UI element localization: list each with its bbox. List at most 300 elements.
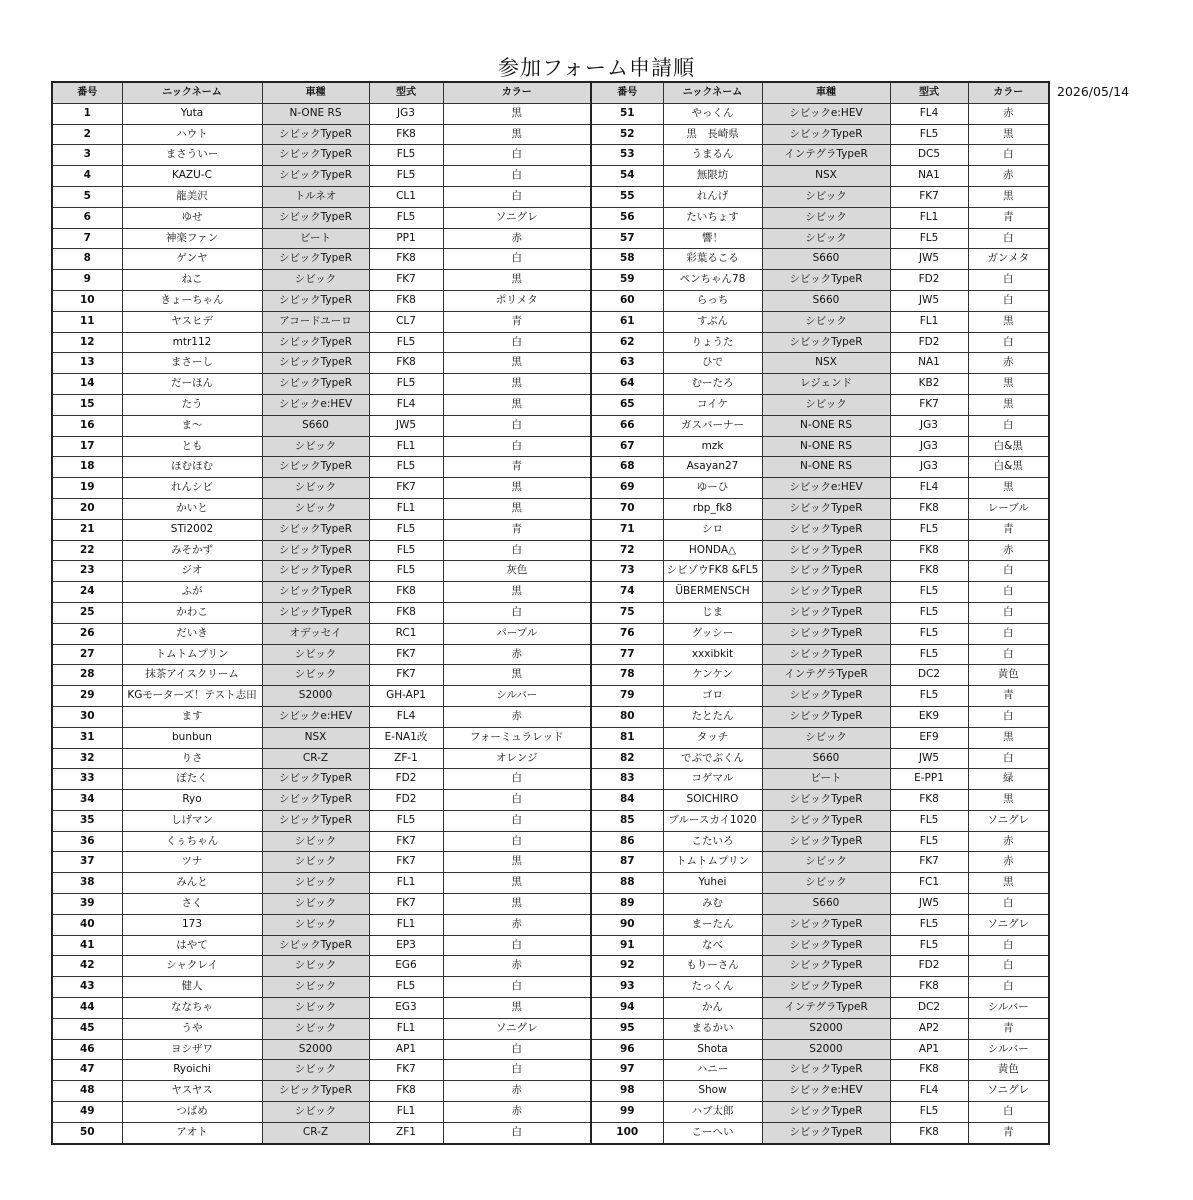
entry-number: 38 bbox=[52, 873, 122, 894]
entry-car-model: シビックTypeR bbox=[262, 561, 369, 582]
entry-color: 白 bbox=[443, 1122, 591, 1143]
entry-color: 黒 bbox=[443, 394, 591, 415]
entry-car-model: シビックTypeR bbox=[762, 602, 890, 623]
entry-car-model: シビック bbox=[262, 270, 369, 291]
entry-model-code: EK9 bbox=[890, 706, 968, 727]
entry-color: 赤 bbox=[968, 852, 1049, 873]
entry-car-model: シビックTypeR bbox=[762, 498, 890, 519]
table-row bbox=[52, 1122, 1049, 1143]
entry-color: 白 bbox=[968, 1102, 1049, 1123]
entry-model-code: EG3 bbox=[369, 998, 443, 1019]
entry-number: 15 bbox=[52, 394, 122, 415]
entry-nickname: Yuta bbox=[122, 103, 262, 124]
entry-car-model: シビック bbox=[262, 665, 369, 686]
table-row bbox=[52, 623, 1049, 644]
entry-nickname: らっち bbox=[663, 290, 762, 311]
entry-car-model: シビック bbox=[262, 1018, 369, 1039]
table-row bbox=[52, 1018, 1049, 1039]
entry-nickname: すぶん bbox=[663, 311, 762, 332]
entry-nickname: 彩葉るこる bbox=[663, 249, 762, 270]
entry-nickname: アオト bbox=[122, 1122, 262, 1143]
entry-color: ソニグレ bbox=[968, 1081, 1049, 1102]
entry-model-code: FL1 bbox=[369, 914, 443, 935]
entry-number: 83 bbox=[591, 769, 663, 790]
entry-number: 88 bbox=[591, 873, 663, 894]
entry-number: 55 bbox=[591, 186, 663, 207]
entry-model-code: FK8 bbox=[369, 353, 443, 374]
entry-car-model: レジェンド bbox=[762, 374, 890, 395]
entry-number: 32 bbox=[52, 748, 122, 769]
entry-color: 白&黒 bbox=[968, 457, 1049, 478]
entry-color: 黒 bbox=[443, 498, 591, 519]
entry-nickname: ます bbox=[122, 706, 262, 727]
entry-color: 白 bbox=[443, 831, 591, 852]
entry-model-code: FL5 bbox=[369, 332, 443, 353]
entry-color: 青 bbox=[443, 457, 591, 478]
entry-nickname: はやて bbox=[122, 935, 262, 956]
table-row bbox=[52, 602, 1049, 623]
entry-car-model: シビックTypeR bbox=[762, 332, 890, 353]
entry-nickname: シビゾウFK8 &FL5 bbox=[663, 561, 762, 582]
entry-car-model: シビックTypeR bbox=[762, 706, 890, 727]
entry-color: 白 bbox=[443, 935, 591, 956]
entry-number: 75 bbox=[591, 602, 663, 623]
entry-car-model: シビック bbox=[262, 977, 369, 998]
entry-color: 白 bbox=[443, 332, 591, 353]
entry-number: 84 bbox=[591, 790, 663, 811]
table-row bbox=[52, 1039, 1049, 1060]
entry-nickname: たとたん bbox=[663, 706, 762, 727]
entry-car-model: S660 bbox=[762, 748, 890, 769]
entry-number: 29 bbox=[52, 686, 122, 707]
entry-car-model: シビックTypeR bbox=[262, 207, 369, 228]
entry-color: 白 bbox=[968, 332, 1049, 353]
entry-car-model: シビック bbox=[762, 186, 890, 207]
entry-color: 白 bbox=[443, 540, 591, 561]
entry-nickname: とも bbox=[122, 436, 262, 457]
entry-model-code: FL1 bbox=[369, 1102, 443, 1123]
entry-number: 4 bbox=[52, 166, 122, 187]
entry-nickname: ハブ太郎 bbox=[663, 1102, 762, 1123]
entry-car-model: N-ONE RS bbox=[762, 436, 890, 457]
entry-model-code: FL5 bbox=[890, 582, 968, 603]
entry-color: 白 bbox=[968, 145, 1049, 166]
entry-car-model: シビックTypeR bbox=[762, 124, 890, 145]
entry-number: 21 bbox=[52, 519, 122, 540]
entry-nickname: ブルースカイ1020 bbox=[663, 810, 762, 831]
entry-nickname: ヤスヒデ bbox=[122, 311, 262, 332]
entry-color: 黒 bbox=[443, 124, 591, 145]
entry-number: 36 bbox=[52, 831, 122, 852]
table-row bbox=[52, 207, 1049, 228]
entry-model-code: JW5 bbox=[890, 249, 968, 270]
entry-number: 41 bbox=[52, 935, 122, 956]
entry-number: 79 bbox=[591, 686, 663, 707]
entry-nickname: トムトムプリン bbox=[122, 644, 262, 665]
entry-car-model: シビック bbox=[262, 1102, 369, 1123]
entry-model-code: FK7 bbox=[890, 852, 968, 873]
entry-nickname: たいちょす bbox=[663, 207, 762, 228]
entry-car-model: シビック bbox=[262, 831, 369, 852]
entry-number: 89 bbox=[591, 894, 663, 915]
entry-color: 黒 bbox=[443, 665, 591, 686]
table-row bbox=[52, 270, 1049, 291]
entry-color: 赤 bbox=[443, 1081, 591, 1102]
entry-nickname: なべ bbox=[663, 935, 762, 956]
table-row bbox=[52, 748, 1049, 769]
entry-color: 白 bbox=[968, 748, 1049, 769]
header-car-model: 車種 bbox=[762, 82, 890, 103]
entry-model-code: FK7 bbox=[369, 478, 443, 499]
table-row bbox=[52, 519, 1049, 540]
entry-nickname: きょーちゃん bbox=[122, 290, 262, 311]
entry-model-code: FD2 bbox=[890, 332, 968, 353]
entry-number: 69 bbox=[591, 478, 663, 499]
entry-model-code: FL1 bbox=[890, 207, 968, 228]
entry-number: 10 bbox=[52, 290, 122, 311]
entry-nickname: 抹茶アイスクリーム bbox=[122, 665, 262, 686]
entry-nickname: ふが bbox=[122, 582, 262, 603]
table-row bbox=[52, 790, 1049, 811]
entry-nickname: つばめ bbox=[122, 1102, 262, 1123]
table-row bbox=[52, 977, 1049, 998]
entry-nickname: コイケ bbox=[663, 394, 762, 415]
table-row bbox=[52, 686, 1049, 707]
entry-car-model: NSX bbox=[762, 166, 890, 187]
entry-color: 緑 bbox=[968, 769, 1049, 790]
entry-model-code: FD2 bbox=[369, 790, 443, 811]
entry-model-code: FL4 bbox=[890, 478, 968, 499]
entry-nickname: トムトムプリン bbox=[663, 852, 762, 873]
entry-car-model: シビックTypeR bbox=[762, 1122, 890, 1143]
entry-number: 9 bbox=[52, 270, 122, 291]
entry-model-code: FL4 bbox=[369, 706, 443, 727]
entry-color: 白 bbox=[968, 582, 1049, 603]
entry-number: 25 bbox=[52, 602, 122, 623]
entry-nickname: だいき bbox=[122, 623, 262, 644]
entry-model-code: FL5 bbox=[890, 831, 968, 852]
entry-model-code: FK8 bbox=[890, 1122, 968, 1143]
entry-car-model: シビック bbox=[762, 394, 890, 415]
entry-nickname: こーへい bbox=[663, 1122, 762, 1143]
entry-car-model: シビック bbox=[262, 436, 369, 457]
table-row bbox=[52, 540, 1049, 561]
entry-number: 63 bbox=[591, 353, 663, 374]
entry-model-code: ZF1 bbox=[369, 1122, 443, 1143]
header-nickname: ニックネーム bbox=[663, 82, 762, 103]
entry-car-model: シビックTypeR bbox=[762, 1060, 890, 1081]
entry-car-model: アコードユーロ bbox=[262, 311, 369, 332]
entry-number: 1 bbox=[52, 103, 122, 124]
entry-model-code: RC1 bbox=[369, 623, 443, 644]
entry-nickname: ガスバーナー bbox=[663, 415, 762, 436]
entry-model-code: FL5 bbox=[369, 374, 443, 395]
entry-model-code: EF9 bbox=[890, 727, 968, 748]
entry-car-model: シビックTypeR bbox=[262, 935, 369, 956]
entry-car-model: シビックTypeR bbox=[262, 582, 369, 603]
entry-color: 白 bbox=[443, 790, 591, 811]
entry-color: 黒 bbox=[968, 124, 1049, 145]
entry-nickname: ヨシザワ bbox=[122, 1039, 262, 1060]
header-number: 番号 bbox=[591, 82, 663, 103]
entry-color: 白&黒 bbox=[968, 436, 1049, 457]
entry-number: 49 bbox=[52, 1102, 122, 1123]
entry-car-model: N-ONE RS bbox=[762, 415, 890, 436]
entry-car-model: シビックTypeR bbox=[762, 519, 890, 540]
table-row bbox=[52, 873, 1049, 894]
entry-number: 90 bbox=[591, 914, 663, 935]
entry-model-code: FK8 bbox=[369, 124, 443, 145]
entry-color: 白 bbox=[968, 644, 1049, 665]
entry-model-code: FL5 bbox=[369, 207, 443, 228]
entry-model-code: FK8 bbox=[369, 249, 443, 270]
entry-number: 17 bbox=[52, 436, 122, 457]
entry-model-code: FL5 bbox=[890, 602, 968, 623]
entry-car-model: シビックTypeR bbox=[262, 457, 369, 478]
entry-car-model: シビック bbox=[262, 956, 369, 977]
entry-number: 45 bbox=[52, 1018, 122, 1039]
entry-car-model: シビック bbox=[262, 478, 369, 499]
entry-model-code: JG3 bbox=[890, 415, 968, 436]
entry-color: 黒 bbox=[968, 311, 1049, 332]
entry-nickname: KAZU-C bbox=[122, 166, 262, 187]
entry-nickname: グッシー bbox=[663, 623, 762, 644]
entry-car-model: シビック bbox=[262, 644, 369, 665]
entry-model-code: FK7 bbox=[369, 852, 443, 873]
entry-nickname: りょうた bbox=[663, 332, 762, 353]
entry-color: 白 bbox=[443, 1039, 591, 1060]
entry-number: 33 bbox=[52, 769, 122, 790]
entry-model-code: FK7 bbox=[369, 644, 443, 665]
entry-car-model: NSX bbox=[762, 353, 890, 374]
entry-nickname: かわこ bbox=[122, 602, 262, 623]
entry-car-model: S2000 bbox=[262, 686, 369, 707]
entry-nickname: ペンちゃん78 bbox=[663, 270, 762, 291]
entry-car-model: シビックTypeR bbox=[762, 935, 890, 956]
entry-model-code: FC1 bbox=[890, 873, 968, 894]
entry-nickname: ま〜 bbox=[122, 415, 262, 436]
entry-nickname: rbp_fk8 bbox=[663, 498, 762, 519]
entry-color: 白 bbox=[968, 894, 1049, 915]
entry-color: 赤 bbox=[443, 914, 591, 935]
entry-number: 27 bbox=[52, 644, 122, 665]
entry-model-code: FL5 bbox=[369, 810, 443, 831]
entry-model-code: FK8 bbox=[369, 1081, 443, 1102]
entry-color: 赤 bbox=[443, 956, 591, 977]
entry-model-code: FK7 bbox=[369, 831, 443, 852]
entry-number: 20 bbox=[52, 498, 122, 519]
entry-car-model: オデッセイ bbox=[262, 623, 369, 644]
entry-color: 白 bbox=[443, 602, 591, 623]
entry-model-code: FL5 bbox=[890, 644, 968, 665]
entry-car-model: インテグラTypeR bbox=[762, 145, 890, 166]
entry-car-model: シビックTypeR bbox=[762, 686, 890, 707]
table-row bbox=[52, 998, 1049, 1019]
entry-car-model: シビック bbox=[262, 1060, 369, 1081]
entry-number: 92 bbox=[591, 956, 663, 977]
entry-nickname: たう bbox=[122, 394, 262, 415]
entry-car-model: シビック bbox=[762, 852, 890, 873]
entry-model-code: EP3 bbox=[369, 935, 443, 956]
entry-car-model: シビックe:HEV bbox=[762, 1081, 890, 1102]
entry-model-code: FD2 bbox=[890, 956, 968, 977]
entry-number: 59 bbox=[591, 270, 663, 291]
entry-model-code: JW5 bbox=[890, 290, 968, 311]
entry-color: 黒 bbox=[968, 374, 1049, 395]
entry-car-model: シビック bbox=[762, 873, 890, 894]
entry-model-code: FL5 bbox=[369, 166, 443, 187]
entry-car-model: シビックTypeR bbox=[262, 810, 369, 831]
entry-nickname: ひで bbox=[663, 353, 762, 374]
entry-number: 54 bbox=[591, 166, 663, 187]
entry-number: 87 bbox=[591, 852, 663, 873]
entry-nickname: みそかず bbox=[122, 540, 262, 561]
entry-nickname: ヤスヤス bbox=[122, 1081, 262, 1102]
entry-car-model: シビックTypeR bbox=[762, 831, 890, 852]
entry-nickname: シャクレイ bbox=[122, 956, 262, 977]
entry-model-code: FK8 bbox=[369, 290, 443, 311]
entry-car-model: N-ONE RS bbox=[762, 457, 890, 478]
entry-model-code: FK7 bbox=[369, 665, 443, 686]
entry-model-code: FL5 bbox=[369, 145, 443, 166]
entry-model-code: DC2 bbox=[890, 665, 968, 686]
entry-color: ソニグレ bbox=[968, 810, 1049, 831]
entry-number: 51 bbox=[591, 103, 663, 124]
entry-color: 青 bbox=[968, 207, 1049, 228]
entry-model-code: JW5 bbox=[369, 415, 443, 436]
entry-car-model: シビックTypeR bbox=[262, 332, 369, 353]
entry-model-code: E-PP1 bbox=[890, 769, 968, 790]
entry-model-code: FK8 bbox=[890, 498, 968, 519]
entry-nickname: xxxibkit bbox=[663, 644, 762, 665]
entry-color: 赤 bbox=[443, 644, 591, 665]
entry-model-code: E-NA1改 bbox=[369, 727, 443, 748]
entry-car-model: シビックTypeR bbox=[762, 623, 890, 644]
table-row bbox=[52, 498, 1049, 519]
entry-car-model: シビック bbox=[262, 894, 369, 915]
entry-number: 7 bbox=[52, 228, 122, 249]
entry-car-model: N-ONE RS bbox=[262, 103, 369, 124]
entry-model-code: FL5 bbox=[369, 561, 443, 582]
header-color: カラー bbox=[968, 82, 1049, 103]
entry-car-model: シビック bbox=[262, 914, 369, 935]
entry-nickname: ハニー bbox=[663, 1060, 762, 1081]
entry-model-code: FL1 bbox=[369, 873, 443, 894]
entry-color: 黒 bbox=[443, 998, 591, 1019]
entry-number: 53 bbox=[591, 145, 663, 166]
entry-number: 82 bbox=[591, 748, 663, 769]
entry-model-code: ZF-1 bbox=[369, 748, 443, 769]
entry-number: 39 bbox=[52, 894, 122, 915]
entry-car-model: シビックTypeR bbox=[262, 602, 369, 623]
entry-nickname: ケンケン bbox=[663, 665, 762, 686]
entry-model-code: JG3 bbox=[890, 436, 968, 457]
entry-number: 12 bbox=[52, 332, 122, 353]
entry-car-model: S2000 bbox=[262, 1039, 369, 1060]
entry-number: 66 bbox=[591, 415, 663, 436]
entry-model-code: PP1 bbox=[369, 228, 443, 249]
entry-color: 黒 bbox=[968, 478, 1049, 499]
entry-color: 白 bbox=[968, 415, 1049, 436]
table-body bbox=[52, 103, 1049, 1143]
table-row bbox=[52, 1102, 1049, 1123]
entry-nickname: 173 bbox=[122, 914, 262, 935]
entry-nickname: ねこ bbox=[122, 270, 262, 291]
entry-number: 60 bbox=[591, 290, 663, 311]
entry-color: 黒 bbox=[443, 852, 591, 873]
entry-number: 70 bbox=[591, 498, 663, 519]
entry-number: 80 bbox=[591, 706, 663, 727]
entry-color: 黒 bbox=[968, 790, 1049, 811]
entry-car-model: シビックTypeR bbox=[762, 810, 890, 831]
entry-color: 赤 bbox=[443, 706, 591, 727]
entry-number: 47 bbox=[52, 1060, 122, 1081]
entry-color: 黒 bbox=[443, 103, 591, 124]
entry-car-model: インテグラTypeR bbox=[762, 998, 890, 1019]
entry-model-code: FK8 bbox=[369, 582, 443, 603]
entry-color: 黒 bbox=[443, 582, 591, 603]
entry-model-code: FK8 bbox=[369, 602, 443, 623]
entry-car-model: S660 bbox=[262, 415, 369, 436]
entry-number: 30 bbox=[52, 706, 122, 727]
entry-color: 白 bbox=[968, 935, 1049, 956]
entry-model-code: NA1 bbox=[890, 166, 968, 187]
entry-color: 白 bbox=[968, 561, 1049, 582]
entry-number: 71 bbox=[591, 519, 663, 540]
entry-model-code: FL5 bbox=[890, 686, 968, 707]
table-row bbox=[52, 706, 1049, 727]
entry-model-code: FK7 bbox=[890, 394, 968, 415]
entry-color: シルバー bbox=[443, 686, 591, 707]
entry-nickname: ハウト bbox=[122, 124, 262, 145]
entry-color: 赤 bbox=[968, 166, 1049, 187]
header-color: カラー bbox=[443, 82, 591, 103]
entry-nickname: ゆせ bbox=[122, 207, 262, 228]
entry-number: 61 bbox=[591, 311, 663, 332]
entry-car-model: シビックTypeR bbox=[762, 914, 890, 935]
entry-color: 白 bbox=[968, 228, 1049, 249]
entry-number: 6 bbox=[52, 207, 122, 228]
entry-model-code: AP1 bbox=[369, 1039, 443, 1060]
entry-nickname: しげマン bbox=[122, 810, 262, 831]
entry-number: 23 bbox=[52, 561, 122, 582]
entry-number: 78 bbox=[591, 665, 663, 686]
entry-car-model: シビック bbox=[762, 311, 890, 332]
header-model-code: 型式 bbox=[369, 82, 443, 103]
entry-color: 青 bbox=[968, 1018, 1049, 1039]
entry-model-code: FL5 bbox=[369, 519, 443, 540]
entry-nickname: SOICHIRO bbox=[663, 790, 762, 811]
entry-color: 青 bbox=[443, 519, 591, 540]
table-header-row bbox=[52, 82, 1049, 103]
entry-number: 58 bbox=[591, 249, 663, 270]
entry-color: 黒 bbox=[968, 873, 1049, 894]
entry-car-model: CR-Z bbox=[262, 748, 369, 769]
entry-color: 白 bbox=[443, 186, 591, 207]
entry-nickname: Show bbox=[663, 1081, 762, 1102]
entry-color: 黒 bbox=[443, 374, 591, 395]
entry-nickname: KGモーターズ！テスト志田 bbox=[122, 686, 262, 707]
entry-number: 56 bbox=[591, 207, 663, 228]
entry-number: 95 bbox=[591, 1018, 663, 1039]
entry-color: 青 bbox=[968, 686, 1049, 707]
entry-nickname: かいと bbox=[122, 498, 262, 519]
entry-number: 93 bbox=[591, 977, 663, 998]
header-car-model: 車種 bbox=[262, 82, 369, 103]
entry-color: パープル bbox=[443, 623, 591, 644]
entry-model-code: FL5 bbox=[890, 914, 968, 935]
entry-model-code: FL5 bbox=[369, 457, 443, 478]
